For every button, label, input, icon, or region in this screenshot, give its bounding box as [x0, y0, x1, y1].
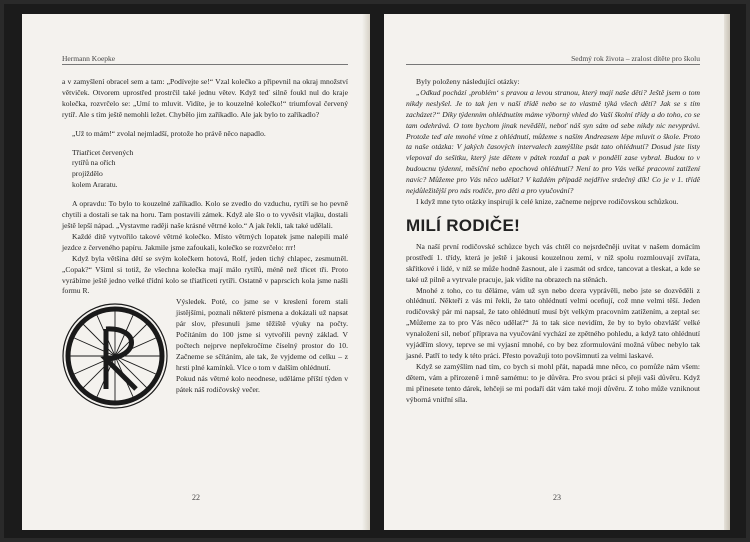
verse-line: kolem Araratu.: [72, 180, 118, 190]
left-page: [22, 14, 370, 530]
paragraph: I když mne tyto otázky inspirují k celé knize, začneme nejprve rodičovskou schůzkou.: [416, 196, 679, 206]
paragraph: Když byla většina dětí se svým kolečkem hotová, Rolf, jeden tichý chlapec, zesmutněl. „Copak?“ Všiml si totiž, že všechna kolečka mají málo rytířů, méně než třicet tři. Proto vyrábíme ještě jedno velké třídní kolo se třiatřiceti rytíři. Ostatně v paprscích kola jsme našli formu R.: [62, 253, 348, 296]
figure-with-text: [62, 297, 348, 395]
paragraph: Každé dítě vytvořilo takové větrné kolečko. Místo větrných lopatek jsme nalepili malé jezdce z červeného papíru. Jakmile jsme zafoukali, kolečko se rozvrčelo: rrr!: [62, 231, 348, 252]
wheel-drawing: [60, 299, 170, 413]
questions-paragraph: „Odkud pochází ‚problém‘ s pravou a levou stranou, který mají naše děti? Ještě jsem o tom nikdy neslyšel. Je to tak jen v naší třídě nebo se to vlastně týká všech dětí? Jak se s tím zacházet?“ Díky týdenním ohlédnutím máme výborný vhled do Vaší školní třídy a do toho, co se tam odehrává. O tom bychom jinak nevěděli, neboť náš syn sám od sebe nikdy nic nevyprávi. Protože teď ale mnohé víme z ohlédnutí, můžeme s naším Andreasem lépe mluvit o škole. Proto ta naše otázka: V jakých časových intervalech zamýšlíte psát tato ohlédnutí? Dosud jste listy vlepoval do sešitku, který jste dětem v pátek rozdal a pak v pondělí zase vybral. Budou to v budoucnu týdenní, měsíční nebo epochová ohlédnutí? Není to pro Vás velké pracovní zatížení navíc? Můžeme pro Vás něco udělat? V každém případě nejdříve srdečný dík! Co je v 1. třídě nejdůležitější pro nás rodiče, pro děti a pro vyučování?: [406, 87, 700, 196]
paragraph: Na naší první rodičovské schůzce bych vás chtěl co nejsrdečněji uvítat v našem domácím prostředí 1. třídy, která je ještě i jakousi kouzelnou zemí, v níž spolu rozmlouvají zvířata, skřítkové i lidé, v níž se může hodně žasnout, ale i zasmát od srdce, tancovat a tleskat, a kde se také už pilně a vytrvale pracuje, jak vidíte na obrazech na stěnách.: [406, 241, 700, 284]
verse-line: Třiatřicet červených: [72, 147, 134, 157]
book-spread: [4, 4, 746, 538]
verse-line: projíždělo: [72, 169, 103, 179]
verse-line: rytířů na ořích: [72, 158, 116, 168]
paragraph: Byly položeny následující otázky:: [416, 77, 520, 86]
paragraph: a v zamyšlení obracel sem a tam: „Podívejte se!“ Vzal kolečko a připevnil na okraj množství větviček. Otvorem uprostřed prostrčil také jednu větev. Když teď silně foukl nul do kraje kolečka, rozvrčelo se: „Umí to mluvit. Vidíte, je to kouzelné kolečko!“ triumfoval červený rytíř. Ale s tím ještě nemohli ležet. Chybělo jim zaříkadlo. Ale jak bylo to zaříkadlo?: [62, 77, 348, 119]
right-page: [384, 14, 730, 530]
section-heading: MILÍ RODIČE!: [406, 215, 521, 235]
page-number: 23: [553, 493, 561, 502]
paragraph: Výsledek. Poté, co jsme se v kreslení forem stali jistějšími, poznali některé písmena a dokázali už napsat pár slov, přesunuli jsme těžiště výuky na počty. Počítáním do 100 jsme si vytvořili pevný základ. V počtech nejprve nepřekročíme číselný prostor do 10. Začneme se sčítáním, ale tak, že vyjdeme od celku – z hrsti plné kamínků. Vlce o tom v dalším ohlédnutí.: [176, 297, 348, 372]
paragraph: Pokud nás větrné kolo neodnese, uděláme příští týden v pátek náš rodičovský večer.: [176, 373, 348, 394]
paragraph: A opravdu: To bylo to kouzelné zaříkadlo. Kolo se zvedlo do vzduchu, rytíři se ho pevně chytili a dostali se tak na horu. Tam postavili zámek. Když ale šlo o to vyvěsit vlajku, dostali ještě lepší nápad. „Vystavme raději naše krásné větrné kolo.“ A jak řekli, tak také udělali.: [62, 199, 348, 230]
chapter-title: Sedmý rok života – zralost dítěte pro školu: [571, 54, 700, 63]
paragraph: Když se zamýšlím nad tím, co bych si mohl přát, napadá mne něco, co pomůže nám všem: dětem, vám a přirozeně i mně samému: to je důvěra. Pro svou práci si přeji vaši důvěru. Když mi přinesete tento dárek, lehčeji se mi podaří dát vám také moji důvěru. Z toho může vzniknout výborná vnitřní síla.: [406, 361, 700, 404]
author-name: Hermann Koepke: [62, 54, 116, 63]
paragraph: „Už to mám!“ zvolal nejmladší, protože ho právě něco napadlo.: [72, 128, 266, 138]
page-number: 22: [192, 493, 200, 502]
paragraph: Mnohé z toho, co tu děláme, vám už syn nebo dcera vyprávěli, nebo jste se dozvěděli z ohlédnutí. Někteří z vás mi řekli, že tato ohlédnutí velmi oceňují, což mne velmi těší. Jeden rodičovský pár mi napsal, že tato ohlédnutí musí být velkým pracovním zatížením, a zeptal se: „Můžeme za to pro Vás něco udělat?“ Já to tak sice nevidím, že by to bylo obzvlášť velké vynaložení sil, neboť příprava na vyučování vychází ze zpětného pohledu, a když tato ohlédnutí vyjádřím slovy, teprve se mi vyjasní mnohé, co by bez zformulování možná vůbec nebylo tak jasné. Patří to tedy k této práci. Přesto považuji toto povšimnutí za velmi laskavé.: [406, 285, 700, 360]
verse: [72, 148, 348, 192]
running-head-right: [406, 54, 700, 65]
running-head-left: [62, 54, 348, 65]
